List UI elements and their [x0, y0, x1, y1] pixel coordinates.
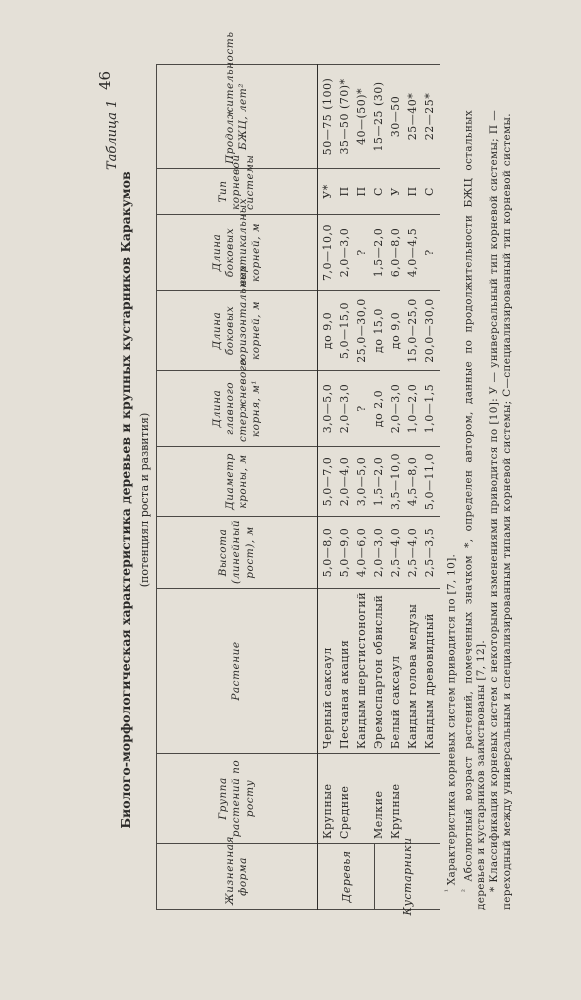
lifespan-value: 50—75 (100)	[321, 77, 334, 156]
group-column	[318, 754, 441, 844]
table-label: Таблица 1	[105, 99, 120, 170]
lifespan-value: 35—50 (70)*	[338, 78, 351, 155]
taproot-value: ?	[355, 405, 368, 412]
lifespan-value: 40—(50)*	[355, 87, 368, 146]
plant-name: Эремоспартон обвислый	[372, 594, 385, 749]
plant-name: Черный саксаул	[321, 647, 334, 749]
lifespan-value: 30—50	[389, 95, 402, 138]
horizontal-roots-value: 20,0—30,0	[423, 298, 436, 363]
lifespan-column	[318, 65, 441, 169]
vertical-roots-value: 2,0—3,0	[338, 227, 351, 278]
taproot-value: 2,0—3,0	[389, 383, 402, 434]
vertical-roots-column	[318, 215, 441, 291]
group-label: Крупные	[321, 783, 334, 839]
taproot-column	[318, 371, 441, 447]
header-taproot: Длина главного стержневого корня, м¹	[157, 371, 318, 447]
crown-value: 3,0—5,0	[355, 456, 368, 507]
header-plant: Растение	[157, 589, 318, 754]
header-row	[157, 65, 318, 910]
horizontal-roots-value: до 15,0	[372, 308, 385, 353]
root-type-value: У	[389, 187, 402, 196]
lifespan-value: 15—25 (30)	[372, 81, 385, 152]
plant-column	[318, 589, 441, 754]
header-crown: Диаметр кроны, м	[157, 447, 318, 517]
table-title: Биолого-морфологическая характеристика деревьев и крупных кустарников Каракумов	[118, 171, 133, 829]
plant-name: Кандым голова медузы	[406, 603, 419, 749]
root-type-value: П	[355, 186, 368, 197]
lifespan-value: 25—40*	[406, 92, 419, 141]
horizontal-roots-value: 15,0—25,0	[406, 298, 419, 363]
group-label	[353, 758, 370, 839]
group-label	[421, 758, 438, 839]
taproot-value: 1,0—2,0	[406, 383, 419, 434]
height-value: 5,0—9,0	[338, 527, 351, 578]
root-type-column	[318, 169, 441, 215]
crown-value: 4,5—8,0	[406, 456, 419, 507]
crown-value: 3,5—10,0	[389, 453, 402, 510]
root-type-value: П	[406, 186, 419, 197]
height-value: 2,5—4,0	[389, 527, 402, 578]
header-root-type: Тип корневой системы	[157, 169, 318, 215]
horizontal-roots-value: до 9,0	[389, 311, 402, 350]
crown-value: 2,0—4,0	[338, 456, 351, 507]
life-form-shrubs: Кустарники	[401, 837, 414, 916]
root-type-value: П	[338, 186, 351, 197]
table-subtitle: (потенциял роста и развития)	[138, 412, 151, 588]
vertical-roots-value: 4,0—4,5	[406, 227, 419, 278]
table-body-row	[318, 65, 441, 910]
footnote-3: * Классификация корневых систем с некоторыми изменениями приводится по [10]: У — универсальный тип корневой системы; П — переходный между универсальным и специализированным типами корневой системы; С—специализированный тип корневой системы.	[488, 110, 513, 910]
crown-value: 5,0—11,0	[423, 453, 436, 510]
vertical-roots-value: ?	[423, 249, 436, 256]
header-lifespan: Продолжительность БЖЦ, лет²	[157, 65, 318, 169]
group-label: Крупные	[389, 783, 402, 839]
group-label	[404, 758, 421, 839]
taproot-value: 1,0—1,5	[423, 383, 436, 434]
height-value: 2,0—3,0	[372, 527, 385, 578]
crown-value: 5,0—7,0	[321, 456, 334, 507]
plant-name: Кандым древовидный	[423, 613, 436, 749]
vertical-roots-value: ?	[355, 249, 368, 256]
height-value: 2,5—3,5	[423, 527, 436, 578]
height-column	[318, 517, 441, 589]
vertical-roots-value: 7,0—10,0	[321, 224, 334, 281]
header-horizontal-roots: Длина боковых горизонтальных корней, м	[157, 291, 318, 371]
crown-value: 1,5—2,0	[372, 456, 385, 507]
life-form-trees: Деревья	[318, 844, 375, 909]
taproot-value: 3,0—5,0	[321, 383, 334, 434]
taproot-value: 2,0—3,0	[338, 383, 351, 434]
root-type-value: С	[423, 187, 436, 196]
header-height: Высота (линейный рост), м	[157, 517, 318, 589]
header-vertical-roots: Длина боковых вертикальных корней, м	[157, 215, 318, 291]
root-type-value: У*	[321, 184, 334, 199]
header-group: Группа растений по росту	[157, 754, 318, 844]
footnote-2: $^{^2}$ Абсолютный возраст растений, помеченных значком *, определен автором, данные по продолжительности БЖЦ остальных деревьев и кустарников заимствованы [7, 12].	[460, 110, 487, 910]
plant-name: Кандым шерстистоногий	[355, 591, 368, 749]
page-number: 46	[96, 70, 114, 90]
plant-name: Песчаная акация	[338, 639, 351, 749]
root-type-value: С	[372, 187, 385, 196]
height-value: 5,0—8,0	[321, 527, 334, 578]
footnote-1: $^{^1}$ Характеристика корневых систем приводится по [7, 10].	[444, 553, 458, 892]
plant-name: Белый саксаул	[389, 655, 402, 749]
horizontal-roots-value: до 9,0	[321, 311, 334, 350]
life-form-cell	[318, 837, 441, 916]
vertical-roots-value: 1,5—2,0	[372, 227, 385, 278]
group-label: Средние	[338, 785, 351, 839]
data-table	[156, 31, 440, 916]
vertical-roots-value: 6,0—8,0	[389, 227, 402, 278]
footnotes	[442, 110, 514, 910]
header-life-form: Жизненная форма	[157, 844, 318, 910]
crown-column	[318, 447, 441, 517]
horizontal-roots-column	[318, 291, 441, 371]
height-value: 2,5—4,0	[406, 527, 419, 578]
horizontal-roots-value: 5,0—15,0	[338, 302, 351, 359]
horizontal-roots-value: 25,0—30,0	[355, 298, 368, 363]
height-value: 4,0—6,0	[355, 527, 368, 578]
taproot-value: до 2,0	[372, 389, 385, 428]
group-label: Мелкие	[372, 790, 385, 839]
lifespan-value: 22—25*	[423, 92, 436, 141]
